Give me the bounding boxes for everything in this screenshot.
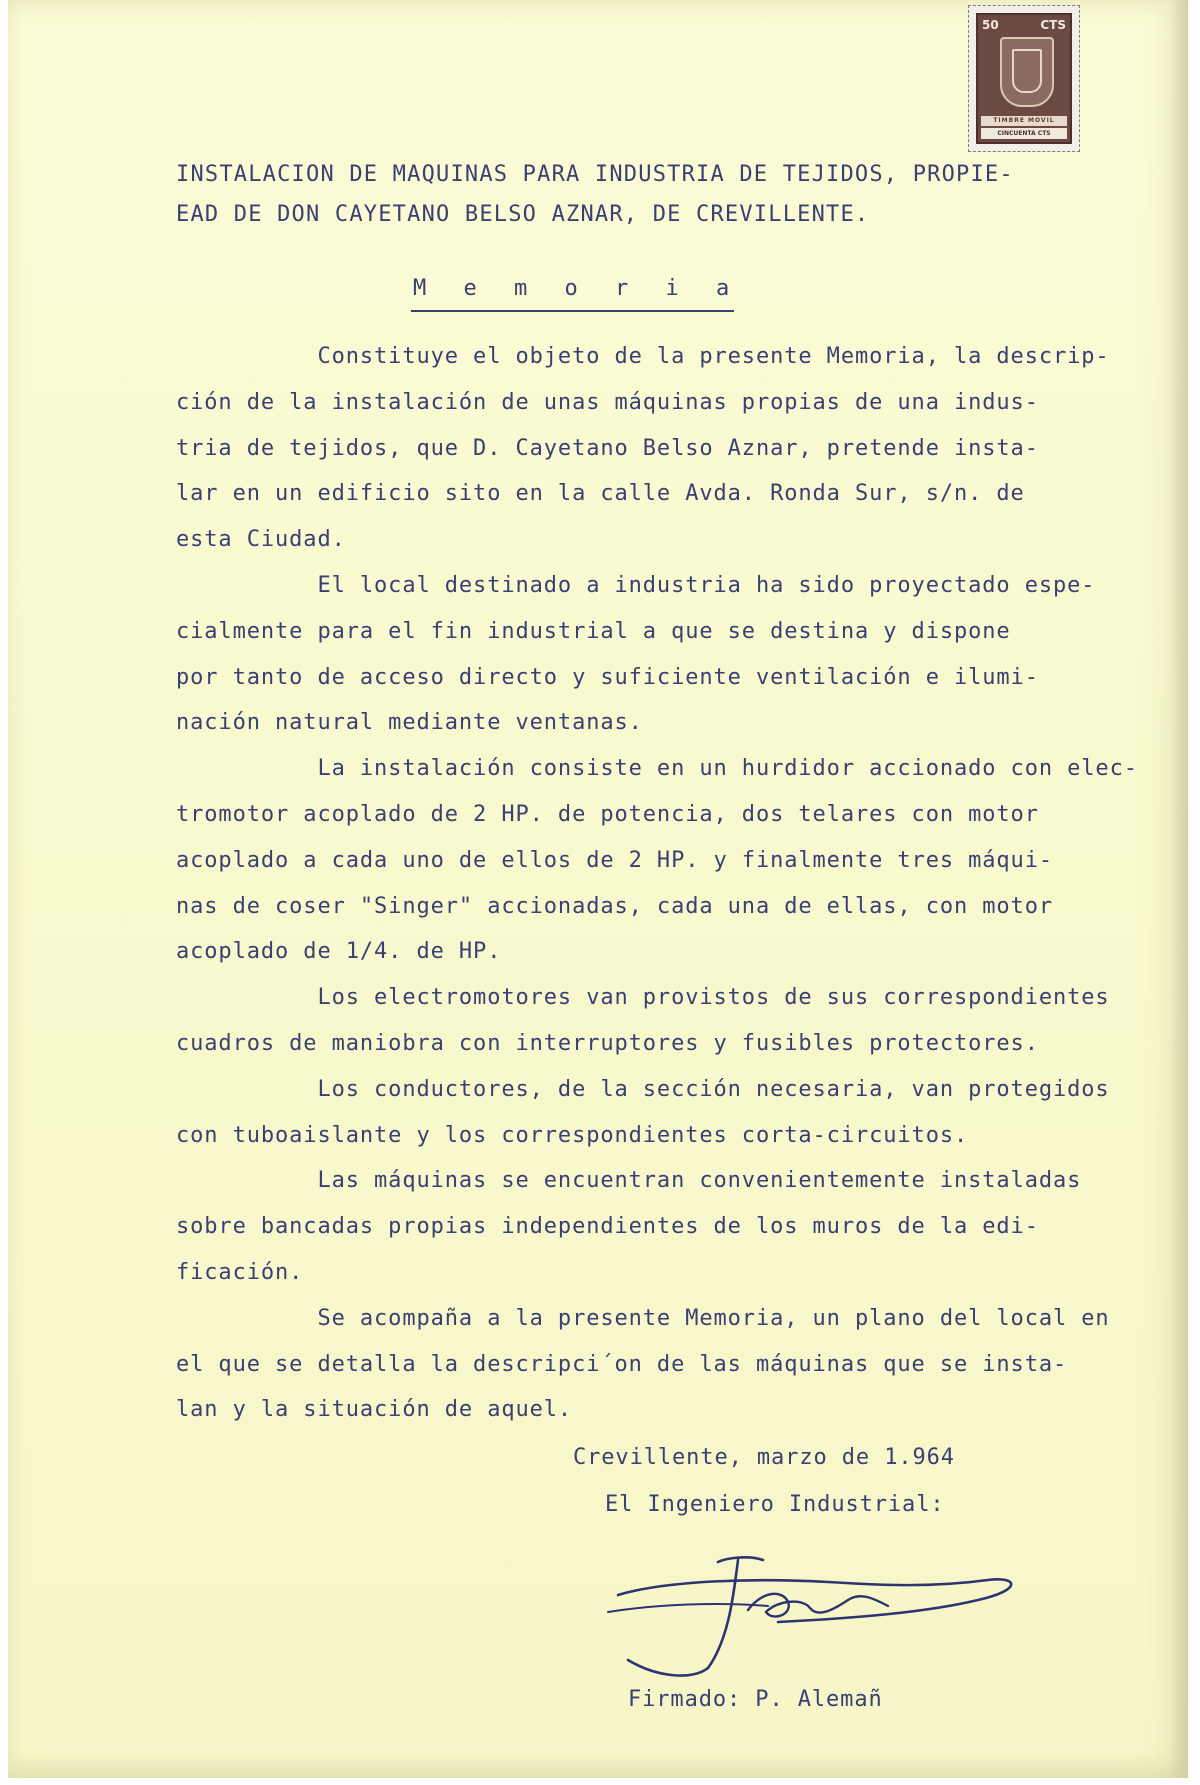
body-line: Se acompaña a la presente Memoria, un plano del local en: [176, 1306, 1110, 1331]
stamp-bottom-text: CINCUENTA CTS: [981, 128, 1067, 139]
revenue-stamp: [968, 5, 1080, 152]
stamp-denomination: [982, 18, 1066, 32]
stamp-value: 50: [982, 18, 999, 32]
handwritten-signature: [598, 1540, 1038, 1680]
body-line: lan y la situación de aquel.: [176, 1397, 573, 1422]
stamp-band-text: TIMBRE MOVIL: [981, 116, 1067, 126]
stamp-unit: CTS: [1040, 18, 1066, 32]
body-line: Las máquinas se encuentran convenientemente instaladas: [176, 1168, 1082, 1193]
body-line: cialmente para el fin industrial a que se destina y dispone: [176, 619, 1011, 644]
body-line: acoplado de 1/4. de HP.: [176, 939, 502, 964]
signer-role: El Ingeniero Industrial:: [605, 1492, 945, 1517]
document-page: [8, 0, 1188, 1778]
body-line: acoplado a cada uno de ellos de 2 HP. y finalmente tres máqui-: [176, 848, 1053, 873]
heading-underline: [411, 310, 734, 312]
body-line: El local destinado a industria ha sido proyectado espe-: [176, 573, 1096, 598]
body-line: nas de coser "Singer" accionadas, cada una de ellas, con motor: [176, 894, 1053, 919]
body-line: esta Ciudad.: [176, 527, 346, 552]
signed-by: Firmado: P. Alemañ: [628, 1687, 883, 1712]
body-line: por tanto de acceso directo y suficiente ventilación e ilumi-: [176, 665, 1039, 690]
body-line: nación natural mediante ventanas.: [176, 710, 643, 735]
body-line: Los conductores, de la sección necesaria, van protegidos: [176, 1077, 1110, 1102]
body-line: el que se detalla la descripci´on de las máquinas que se insta-: [176, 1352, 1068, 1377]
body-line: lar en un edificio sito en la calle Avda. Ronda Sur, s/n. de: [176, 481, 1025, 506]
body-line: con tuboaislante y los correspondientes corta-circuitos.: [176, 1123, 969, 1148]
document-title-line-1: INSTALACION DE MAQUINAS PARA INDUSTRIA DE TEJIDOS, PROPIE-: [176, 162, 1014, 187]
body-line: La instalación consiste en un hurdidor accionado con elec-: [176, 756, 1138, 781]
body-line: cuadros de maniobra con interruptores y fusibles protectores.: [176, 1031, 1039, 1056]
body-line: tria de tejidos, que D. Cayetano Belso Aznar, pretende insta-: [176, 436, 1039, 461]
body-line: ción de la instalación de unas máquinas propias de una indus-: [176, 390, 1039, 415]
document-heading: M e m o r i a: [413, 276, 742, 301]
coat-of-arms-icon: [1000, 37, 1054, 107]
document-title-line-2: EAD DE DON CAYETANO BELSO AZNAR, DE CREVILLENTE.: [176, 202, 870, 227]
stamp-face: [976, 13, 1072, 144]
body-line: ficación.: [176, 1260, 304, 1285]
body-line: Los electromotores van provistos de sus correspondientes: [176, 985, 1110, 1010]
place-date: Crevillente, marzo de 1.964: [573, 1445, 955, 1470]
body-line: Constituye el objeto de la presente Memoria, la descrip-: [176, 344, 1110, 369]
body-line: sobre bancadas propias independientes de los muros de la edi-: [176, 1214, 1039, 1239]
body-line: tromotor acoplado de 2 HP. de potencia, dos telares con motor: [176, 802, 1039, 827]
